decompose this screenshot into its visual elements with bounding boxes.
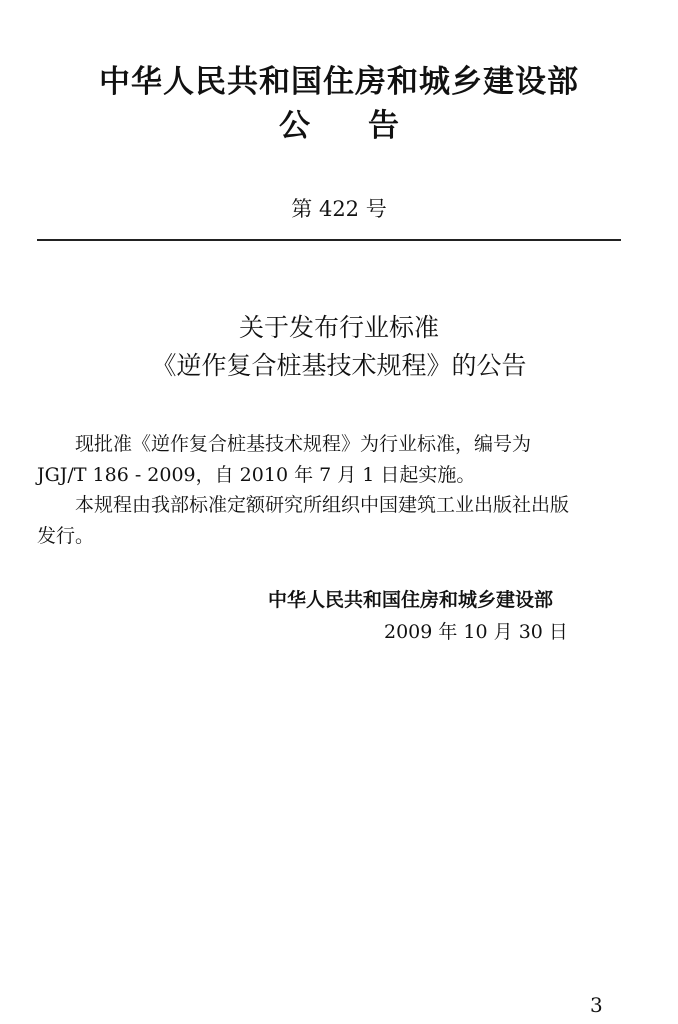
paragraph-2-line-1: 本规程由我部标准定额研究所组织中国建筑工业出版社出版: [75, 494, 570, 516]
notice-number: 第 422 号: [291, 197, 387, 221]
body-paragraph-1: [37, 429, 623, 491]
notice-heading: 公告: [279, 108, 457, 144]
ministry-heading: 中华人民共和国住房和城乡建设部: [99, 64, 579, 100]
horizontal-rule: [37, 239, 621, 241]
paragraph-1-line-2: JGJ/T 186 - 2009，自 2010 年 7 月 1 日起实施。: [37, 464, 476, 486]
issue-date: 2009 年 10 月 30 日: [384, 621, 568, 643]
paragraph-2-line-2: 发行。: [37, 525, 95, 547]
issuer-signature: 中华人民共和国住房和城乡建设部: [268, 589, 554, 611]
notice-title-line2: 《逆作复合桩基技术规程》的公告: [151, 351, 527, 380]
body-paragraph-2: [37, 490, 623, 552]
notice-title-line1: 关于发布行业标准: [238, 313, 439, 342]
paragraph-1-line-1: 现批准《逆作复合桩基技术规程》为行业标准，编号为: [75, 433, 532, 455]
page-number: 3: [590, 993, 603, 1017]
